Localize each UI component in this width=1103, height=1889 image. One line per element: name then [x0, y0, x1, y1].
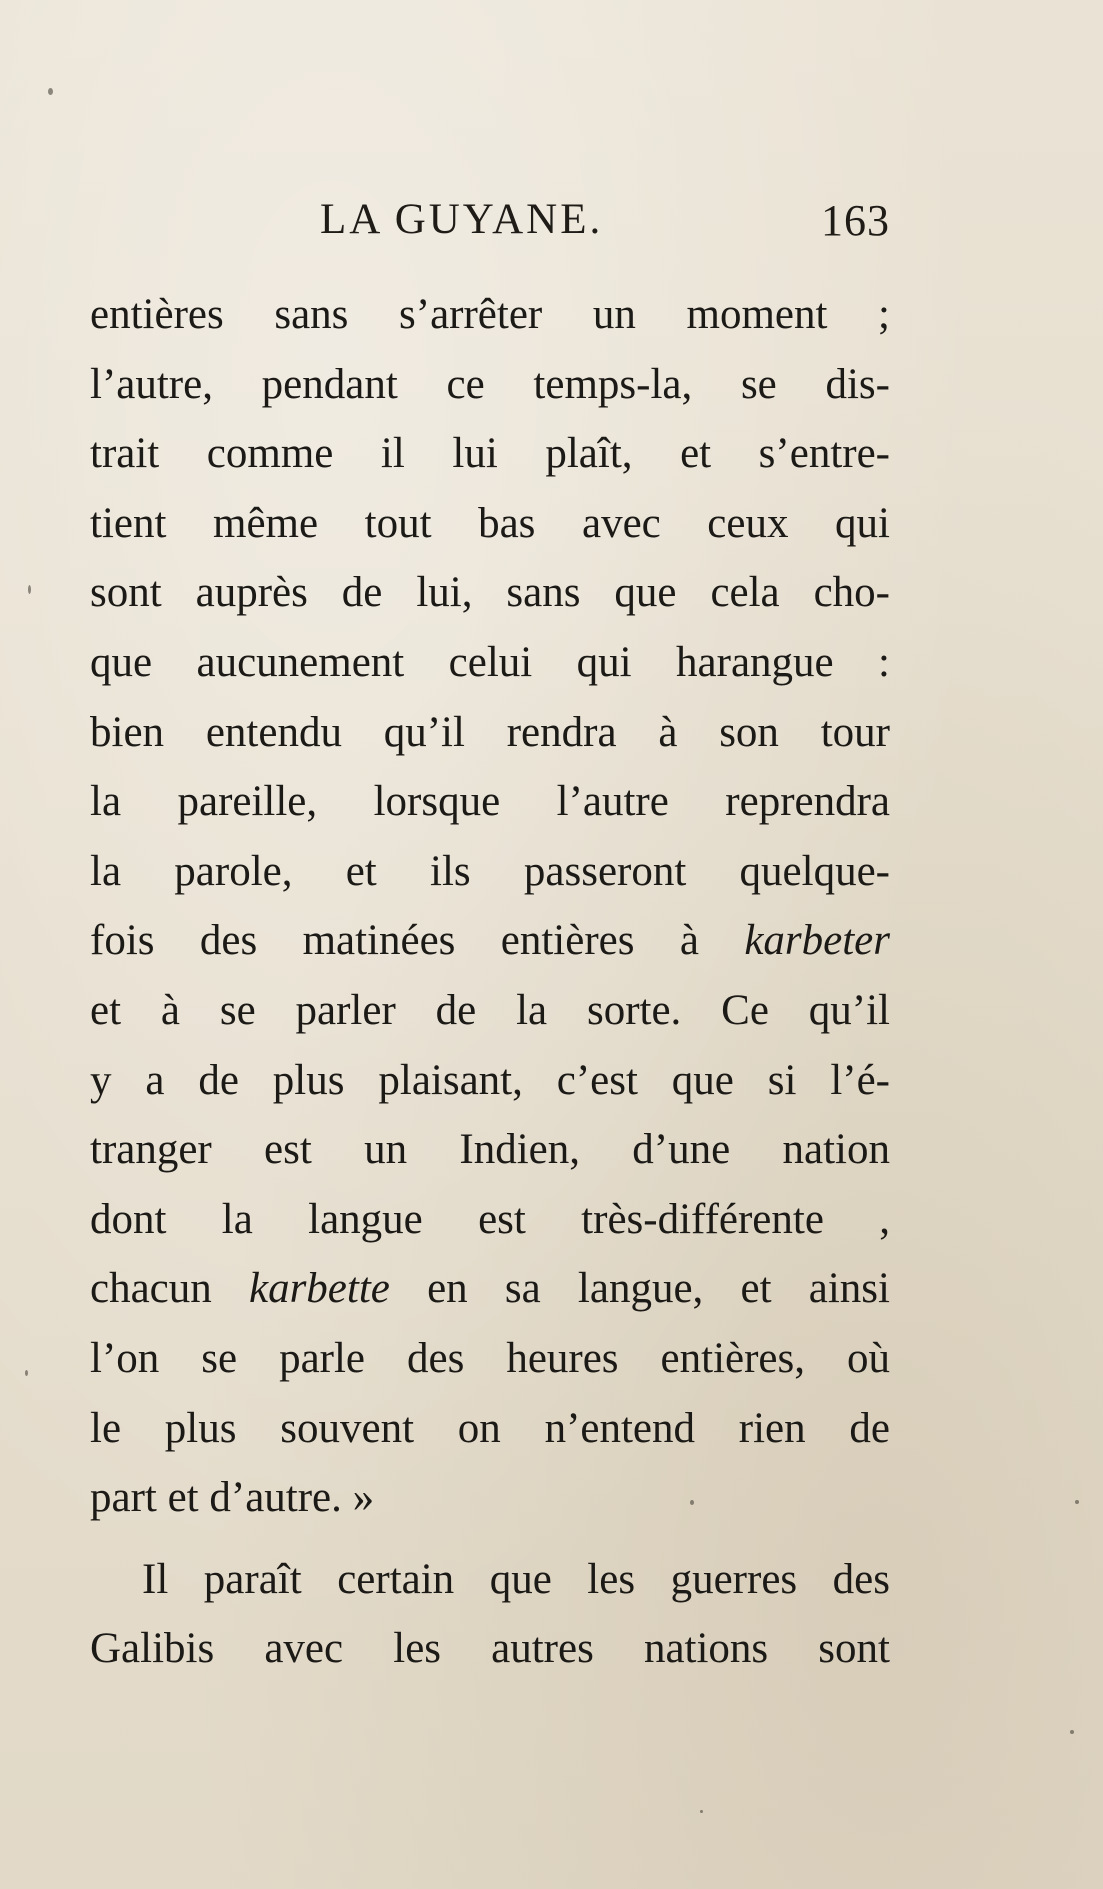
text-line: [90, 698, 890, 768]
line-text: dont la langue est très-différente ,: [90, 1195, 890, 1243]
text-line: [90, 558, 890, 628]
text-line: [90, 1254, 890, 1324]
text-line: [90, 419, 890, 489]
line-text: l’autre, pendant ce temps-la, se dis-: [90, 360, 890, 408]
text-line: [90, 976, 890, 1046]
running-title: LA GUYANE.: [320, 196, 604, 243]
line-text: l’on se parle des heures entières, où: [90, 1334, 890, 1382]
text-line: [90, 906, 890, 976]
paper-speck: [700, 1810, 703, 1813]
line-text: Il paraît certain que les guerres des: [142, 1555, 890, 1603]
text-line: [90, 767, 890, 837]
text-line: [90, 489, 890, 559]
line-text: fois des matinées entières à: [90, 917, 745, 965]
line-text: tient même tout bas avec ceux qui: [90, 499, 890, 547]
text-line: [90, 1185, 890, 1255]
paper-speck: [48, 88, 53, 95]
paper-speck: [28, 585, 31, 594]
paragraph: [90, 280, 890, 1533]
paper-speck: [25, 1370, 28, 1376]
page-number: 163: [821, 196, 890, 245]
line-text: tranger est un Indien, d’une nation: [90, 1126, 890, 1174]
text-line: [90, 628, 890, 698]
text-line: [90, 1614, 890, 1684]
text-line: [90, 350, 890, 420]
line-text: que aucunement celui qui harangue :: [90, 638, 890, 686]
text-line: [90, 1463, 890, 1533]
text-line: [90, 1324, 890, 1394]
line-text: part et d’autre. »: [90, 1474, 375, 1522]
text-line: [90, 1115, 890, 1185]
line-text: et à se parler de la sorte. Ce qu’il: [90, 986, 890, 1034]
line-text: y a de plus plaisant, c’est que si l’é-: [90, 1056, 890, 1104]
text-line: [90, 1545, 890, 1615]
line-text: bien entendu qu’il rendra à son tour: [90, 708, 890, 756]
paper-speck: [1070, 1730, 1074, 1734]
line-text: chacun: [90, 1265, 249, 1313]
line-text: entières sans s’arrêter un moment ;: [90, 291, 890, 338]
paper-speck: [1075, 1500, 1079, 1504]
italic-term: karbeter: [744, 917, 890, 965]
line-text: la pareille, lorsque l’autre reprendra: [90, 778, 890, 826]
line-text: la parole, et ils passeront quelque-: [90, 847, 890, 895]
line-text: trait comme il lui plaît, et s’entre-: [90, 430, 890, 478]
text-line: [90, 280, 890, 350]
italic-term: karbette: [248, 1265, 390, 1313]
line-text: sont auprès de lui, sans que cela cho-: [90, 569, 890, 617]
text-line: [90, 1046, 890, 1116]
body-text: [90, 280, 890, 1684]
line-text: en sa langue, et ainsi: [389, 1265, 890, 1313]
line-text: le plus souvent on n’entend rien de: [90, 1404, 890, 1452]
text-line: [90, 837, 890, 907]
running-header: [90, 195, 890, 255]
text-line: [90, 1394, 890, 1464]
line-text: Galibis avec les autres nations sont: [90, 1625, 890, 1673]
paragraph: [90, 1545, 890, 1684]
paragraph-gap: [90, 1533, 890, 1545]
